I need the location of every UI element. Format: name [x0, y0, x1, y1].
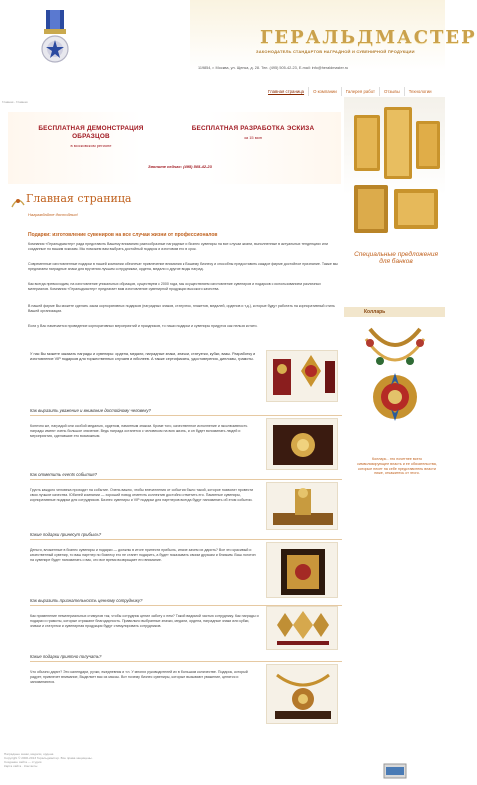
- footer-line-2: Copyright © 2000-2013 Геральдмастер. Все права защищены.: [4, 756, 93, 761]
- header: [0, 0, 477, 97]
- statuette-icon: [267, 483, 339, 531]
- visitor-counter[interactable]: [384, 764, 406, 778]
- side-section-header: [344, 307, 445, 317]
- header-address: 119854, г. Москва, ул. Щепка, д. 28. Тел. (495) 505-42-23, E-mail: info@heraldmaster.ru: [198, 66, 349, 70]
- page-title: Главная страница: [26, 192, 132, 205]
- section-4-question: Как выразить признательность ценному сотруднику?: [30, 598, 342, 606]
- plaque-icon: [267, 543, 339, 599]
- section-4-image[interactable]: [266, 606, 338, 650]
- side-description: Колларь - это почетнее всего символизирующее власть и ее обязательства, которые несет на себе представитель власти ниже, откажитесь от этого.: [357, 457, 437, 476]
- medal-box-icon: [267, 419, 339, 471]
- section-1-image[interactable]: [266, 418, 338, 470]
- side-section-title: Колларь: [364, 309, 386, 315]
- section-1-answer: Конечно же, наградой или особой медалью, орденом, памятным знаком. Кроме того, качественное исполнение и эксклюзивность награды имеют очень большое значение. Ведь награда останется с человеком на всю жизнь, и он будет вспоминать людей и мероприятия, сделавшие это возможным.: [30, 424, 248, 438]
- paragraph-3: Как всегда превосходим, на изготовление уникальных образцов, существуем с 2000 года, мы осуществляем изготовление сувениров и подарков с использованием различных материалов. Компания «Геральдмастер» предлагает вам изготовление сувенирной продукции высокого качества.: [28, 282, 321, 291]
- promo-left-subtitle: в московском регионе: [70, 143, 112, 148]
- section-2-image[interactable]: [266, 482, 338, 530]
- page-subtitle: Награждайте достойных!: [28, 212, 79, 217]
- gifts-icon: [267, 665, 339, 725]
- section-4-answer: Как применение нематериальных стимулов так, чтобы сотрудник ценил заботу о нем? Такой видимой частью сотруднику. Как награды и подарки и грамоты, которые отражают благодарность. Правильно выбранные значки, медали, ордена, наградные знаки или кубки, значки и статуэтки и сувенирная продукция будут стимулировать сотрудников.: [30, 614, 259, 628]
- section-2-question: Как отметить events события?: [30, 472, 342, 480]
- special-offers-link[interactable]: Специальные предложения для банков: [354, 251, 438, 265]
- nav-gallery[interactable]: Галерея работ: [341, 87, 379, 96]
- section-1-question: Как выразить уважение и внимание достойному человеку?: [30, 408, 342, 416]
- right-sidebar: [344, 97, 445, 785]
- nav-technologies[interactable]: Технологии: [404, 87, 436, 96]
- medal-image: [26, 4, 86, 90]
- section-3-answer: Деньги, вложенные в бизнес сувениры и подарки — должны в итоге принести прибыль, иначе зачем их дарить? Все это красивый и качественный сувенир, то ваш партнер по бизнесу его не станет подарить, а будет показывать своим друзьям и близким. Ваш логотип на сувенире будет напоминать о вас, кто все время возвращает его внимание.: [30, 548, 256, 562]
- awards-icon: [267, 351, 339, 403]
- paragraph-1: Компания «Геральдмастер» рада представить Вашему вниманию разнообразные наградные и бизнес сувениры на все случаи жизни, выполненные в актуальных тенденциях или созданные по вашим эскизам. Мы поможем вам выбрать достойный подарок и изготовим его в срок.: [28, 242, 329, 251]
- footer-line-3[interactable]: Создание сайта — студия: [4, 760, 42, 765]
- footer-line-4[interactable]: Карта сайта · Контакты: [4, 764, 38, 769]
- promo-right[interactable]: [188, 125, 318, 140]
- promo-left[interactable]: [26, 125, 156, 148]
- nav-home[interactable]: Главная страница: [268, 89, 305, 94]
- awards-photo[interactable]: [266, 350, 338, 402]
- paragraph-4: В нашей фирме Вы можете сделать заказ корпоративных подарков (наградных знаков, статуэток, плакетов, медалей, орденов и т.д.), которые будут работать на корпоративный стиль Вашей организации.: [28, 304, 335, 313]
- section-3-image[interactable]: [266, 542, 338, 598]
- footer-line-1[interactable]: Наградные знаки, медали, ордена: [4, 752, 54, 756]
- section-2-answer: Грусть каждого человека проходит на событие. Очень важно, чтобы впечатления от события было такой, которое позволит провести свои лучшие качества. Юбилей компании — хороший повод отметить коллектив достойно отметить его. Памятные сувениры, корпоративные подарки для сотрудников. Бизнес сувениры и VIP подарки для партнеров всегда будут напоминать об этом событии.: [30, 488, 254, 502]
- gold-bars-icon: [344, 97, 445, 247]
- lead-heading: Подарки: изготовление сувениров на все случаи жизни от профессионалов: [28, 232, 218, 238]
- promo-left-title: БЕСПЛАТНАЯ ДЕМОНСТРАЦИЯ ОБРАЗЦОВ: [38, 125, 144, 140]
- promo-right-subtitle: за 15 мин: [244, 135, 262, 140]
- top-navigation: [264, 87, 436, 96]
- section-5-image[interactable]: [266, 664, 338, 724]
- paragraph-2: Современные изготовленные подарки в нашей компании обеспечат привлечение внимания к Вашему бизнесу и способны предоставить каждое фирме достойное признание. Также мы предлагаем наградные знаки для вручения лучшим сотрудникам, ордена, медали и другие виды наград.: [28, 262, 338, 271]
- nav-reviews[interactable]: Отзывы: [379, 87, 404, 96]
- breadcrumb: Главная - Главная: [2, 100, 28, 104]
- promo-phone: Звоните сейчас: (495) 505-42-23: [148, 164, 212, 169]
- site-logo[interactable]: ГЕРАЛЬДМАСТЕР: [260, 27, 477, 48]
- footer: [4, 752, 304, 768]
- section-5-question: Какие подарки приятно получать?: [30, 654, 342, 662]
- site-tagline: ЗАКОНОДАТЕЛЬ СТАНДАРТОВ НАГРАДНОЙ И СУВЕНИРНОЙ ПРОДУКЦИИ: [256, 49, 415, 54]
- collar-image[interactable]: [350, 321, 440, 451]
- paragraph-5: Если у Вас намечается проведение корпоративных мероприятий и праздников, то наши подарки и сувениры придутся как нельзя кстати.: [28, 324, 258, 328]
- section-5-answer: Что обычно дарят? Это календари, ручки, ежедневник и т.п. У многих руководителей их в большом количестве. Подарок, который радует, привлечет внимание, Выделяет вас из массы. Вот почему бизнес сувениры, которые вызывают уважение, ценятся и запоминаются.: [30, 670, 248, 684]
- title-ornament-icon: [10, 195, 26, 211]
- nav-about[interactable]: О компании: [308, 87, 341, 96]
- section-3-question: Какие подарки принесут прибыль?: [30, 532, 342, 540]
- promo-right-title: БЕСПЛАТНАЯ РАЗРАБОТКА ЭСКИЗА: [191, 125, 315, 132]
- gold-bars-image[interactable]: [344, 97, 445, 195]
- intro-text: У нас Вы можете заказать награды и сувениры: ордена, медали, наградные знаки, значки, статуэтки, кубки, вазы. Разработку и изготовление VIP подарков для торжественных случаев и юбилеев. А также сертификаты, удостоверения, дипломы, грамоты.: [30, 352, 256, 362]
- promo-banner: [8, 112, 341, 184]
- orders-icon: [267, 607, 339, 651]
